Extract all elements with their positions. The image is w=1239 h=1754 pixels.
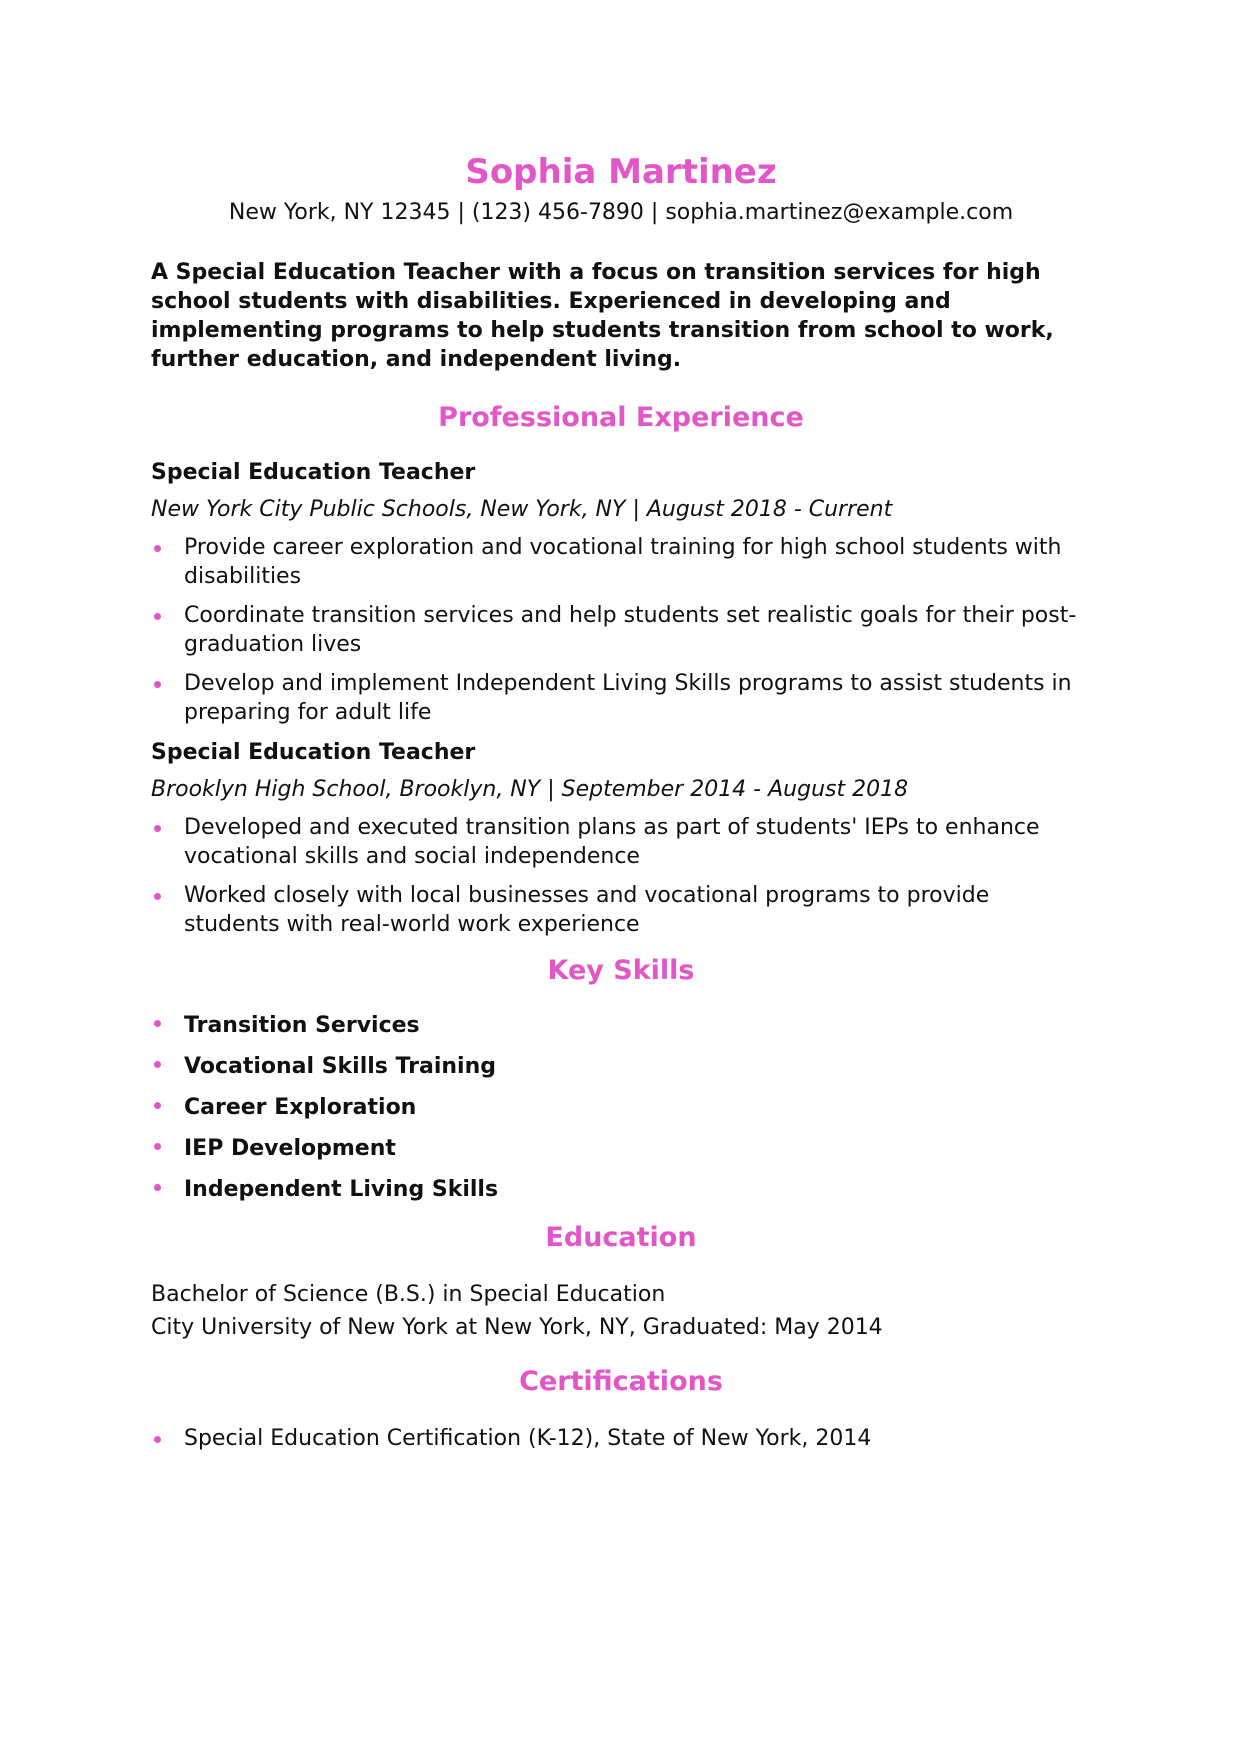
experience-heading: Professional Experience: [438, 402, 804, 433]
education-degree: Bachelor of Science (B.S.) in Special Education: [151, 1282, 666, 1307]
bullet-dot-icon: [154, 1436, 161, 1443]
contact-line: New York, NY 12345 | (123) 456-7890 | sophia.martinez@example.com: [228, 200, 1014, 225]
job-entry: [151, 738, 1091, 939]
skill-item: Transition Services: [151, 1011, 1091, 1040]
skills-list: [151, 1011, 1091, 1204]
certification-item: Special Education Certification (K-12), State of New York, 2014: [151, 1424, 1091, 1453]
summary-paragraph: A Special Education Teacher with a focus on transition services for high school students with disabilities. Experienced in developing and implementing programs to help students transition from school to work, further education, and independent living.: [151, 260, 1054, 372]
bullet-dot-icon: [154, 1061, 161, 1068]
job-employer-dates: New York City Public Schools, New York, NY | August 2018 - Current: [151, 497, 893, 522]
bullet-dot-icon: [154, 1143, 161, 1150]
job-employer-dates: Brooklyn High School, Brooklyn, NY | September 2014 - August 2018: [151, 777, 909, 802]
job-bullet: Provide career exploration and vocational training for high school students with disabilities: [151, 533, 1091, 591]
education-heading: Education: [545, 1222, 697, 1253]
bullet-dot-icon: [154, 893, 161, 900]
bullet-dot-icon: [154, 1184, 161, 1191]
bullet-dot-icon: [154, 1102, 161, 1109]
job-entry: [151, 458, 1091, 727]
job-bullet: Developed and executed transition plans as part of students' IEPs to enhance vocational skills and social independence: [151, 813, 1091, 871]
job-bullets: [151, 533, 1091, 727]
bullet-dot-icon: [154, 825, 161, 832]
bullet-dot-icon: [154, 681, 161, 688]
skill-item: Independent Living Skills: [151, 1175, 1091, 1204]
job-title: Special Education Teacher: [151, 460, 476, 485]
certifications-list: [151, 1424, 1091, 1453]
skills-heading: Key Skills: [547, 955, 695, 986]
job-bullet: Develop and implement Independent Living Skills programs to assist students in preparing for adult life: [151, 669, 1091, 727]
job-title: Special Education Teacher: [151, 740, 476, 765]
education-entry: [151, 1278, 1091, 1344]
education-school: City University of New York at New York, NY, Graduated: May 2014: [151, 1315, 883, 1340]
bullet-dot-icon: [154, 545, 161, 552]
certifications-heading: Certifications: [519, 1366, 723, 1397]
skill-item: IEP Development: [151, 1134, 1091, 1163]
job-bullets: [151, 813, 1091, 939]
skill-item: Career Exploration: [151, 1093, 1091, 1122]
bullet-dot-icon: [154, 1020, 161, 1027]
skill-item: Vocational Skills Training: [151, 1052, 1091, 1081]
job-bullet: Coordinate transition services and help students set realistic goals for their post-graduation lives: [151, 601, 1091, 659]
bullet-dot-icon: [154, 613, 161, 620]
job-bullet: Worked closely with local businesses and vocational programs to provide students with real-world work experience: [151, 881, 1091, 939]
resume-page: [151, 150, 1091, 1453]
candidate-name: Sophia Martinez: [465, 152, 777, 192]
